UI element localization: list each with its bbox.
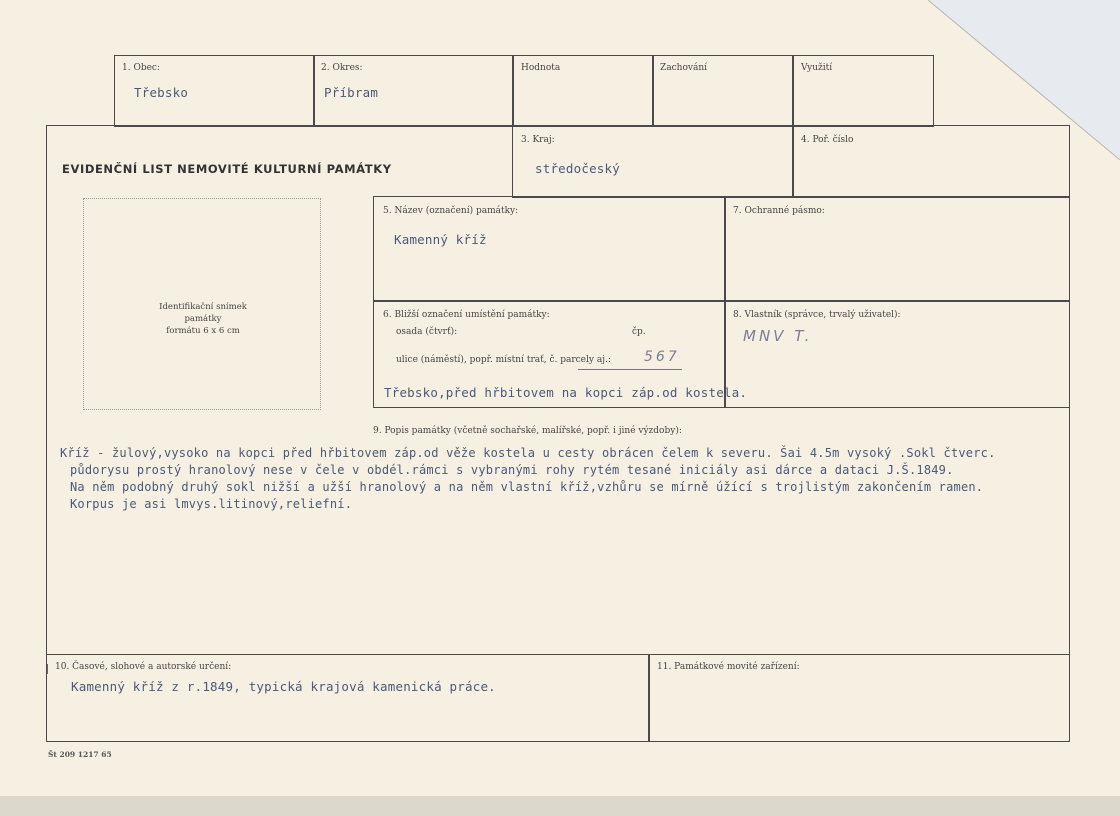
cp-label: čp. <box>632 327 646 337</box>
nazev-value: Kamenný kříž <box>394 232 487 247</box>
zachovani-cell[interactable] <box>652 55 794 127</box>
vlastnik-value: MNV T. <box>743 327 813 345</box>
osada-label: osada (čtvrť): <box>396 327 458 337</box>
photo-caption-2: památky <box>184 314 222 324</box>
umisteni-value: Třebsko,před hřbitovem na kopci záp.od kostela. <box>384 385 748 400</box>
zarizeni-cell[interactable] <box>648 654 1070 742</box>
vyuziti-label: Využití <box>801 63 833 73</box>
photo-caption-1: Identifikační snímek <box>159 302 247 312</box>
popis-line-4: Korpus je asi lmvys.litinový,reliefní. <box>70 497 353 511</box>
form-title: EVIDENČNÍ LIST NEMOVITÉ KULTURNÍ PAMÁTKY <box>62 162 392 176</box>
zarizeni-label: 11. Památkové movité zařízení: <box>657 662 800 672</box>
photo-caption-3: formátu 6 x 6 cm <box>166 326 240 336</box>
nazev-cell[interactable] <box>373 196 726 302</box>
okres-value: Příbram <box>324 85 379 100</box>
popis-text[interactable] <box>60 446 1060 526</box>
popis-line-3: Na něm podobný druhý sokl nižší a užší hranolový a na něm vlastní kříž,vzhůru se mírně úžící s trojlistým zakončením ramen. <box>70 480 984 494</box>
urceni-cell[interactable] <box>46 654 650 742</box>
kraj-label: 3. Kraj: <box>521 135 555 145</box>
umisteni-cell[interactable] <box>373 300 748 408</box>
okres-cell[interactable] <box>313 55 514 127</box>
obec-cell[interactable] <box>114 55 315 127</box>
umisteni-label: 6. Bližší označení umístění památky: <box>383 310 550 320</box>
kraj-value: středočeský <box>535 161 620 176</box>
urceni-value: Kamenný kříž z r.1849, typická krajová kamenická práce. <box>71 679 496 694</box>
photo-placeholder <box>83 198 321 410</box>
obec-label: 1. Obec: <box>122 63 160 73</box>
obec-value: Třebsko <box>134 85 189 100</box>
por-cislo-label: 4. Poř. číslo <box>801 135 854 145</box>
parcela-value: 567 <box>644 349 680 365</box>
vlastnik-label: 8. Vlastník (správce, trvalý uživatel): <box>733 310 901 320</box>
ochranne-pasmo-label: 7. Ochranné pásmo: <box>733 206 825 216</box>
urceni-label: 10. Časové, slohové a autorské určení: <box>55 662 232 672</box>
por-cislo-cell[interactable] <box>792 125 1070 198</box>
form-code: Št 209 1217 65 <box>48 750 112 759</box>
popis-line-2: půdorysu prostý hranolový nese v čele v obdél.rámci s vybranými rohy rytém tesané iniciály asi dárce a dataci J.Š.1849. <box>70 463 954 477</box>
ochranne-pasmo-cell[interactable] <box>724 196 1070 302</box>
nazev-label: 5. Název (označení) památky: <box>383 206 519 216</box>
kraj-cell[interactable] <box>512 125 794 198</box>
hodnota-cell[interactable] <box>512 55 654 127</box>
popis-line-1: Kříž - žulový,vysoko na kopci před hřbitovem záp.od věže kostela u cesty obrácen čelem k severu. Šai 4.5m vysoký .Sokl čtverc. <box>60 446 996 460</box>
okres-label: 2. Okres: <box>321 63 363 73</box>
hodnota-label: Hodnota <box>521 63 561 73</box>
zachovani-label: Zachování <box>660 63 707 73</box>
vlastnik-cell[interactable] <box>724 300 1070 408</box>
ulice-label: ulice (náměstí), popř. místní trať, č. parcely aj.: <box>396 355 611 365</box>
popis-label: 9. Popis památky (včetně sochařské, malířské, popř. i jiné výzdoby): <box>373 426 682 436</box>
vyuziti-cell[interactable] <box>792 55 934 127</box>
parcela-underline <box>578 369 682 370</box>
